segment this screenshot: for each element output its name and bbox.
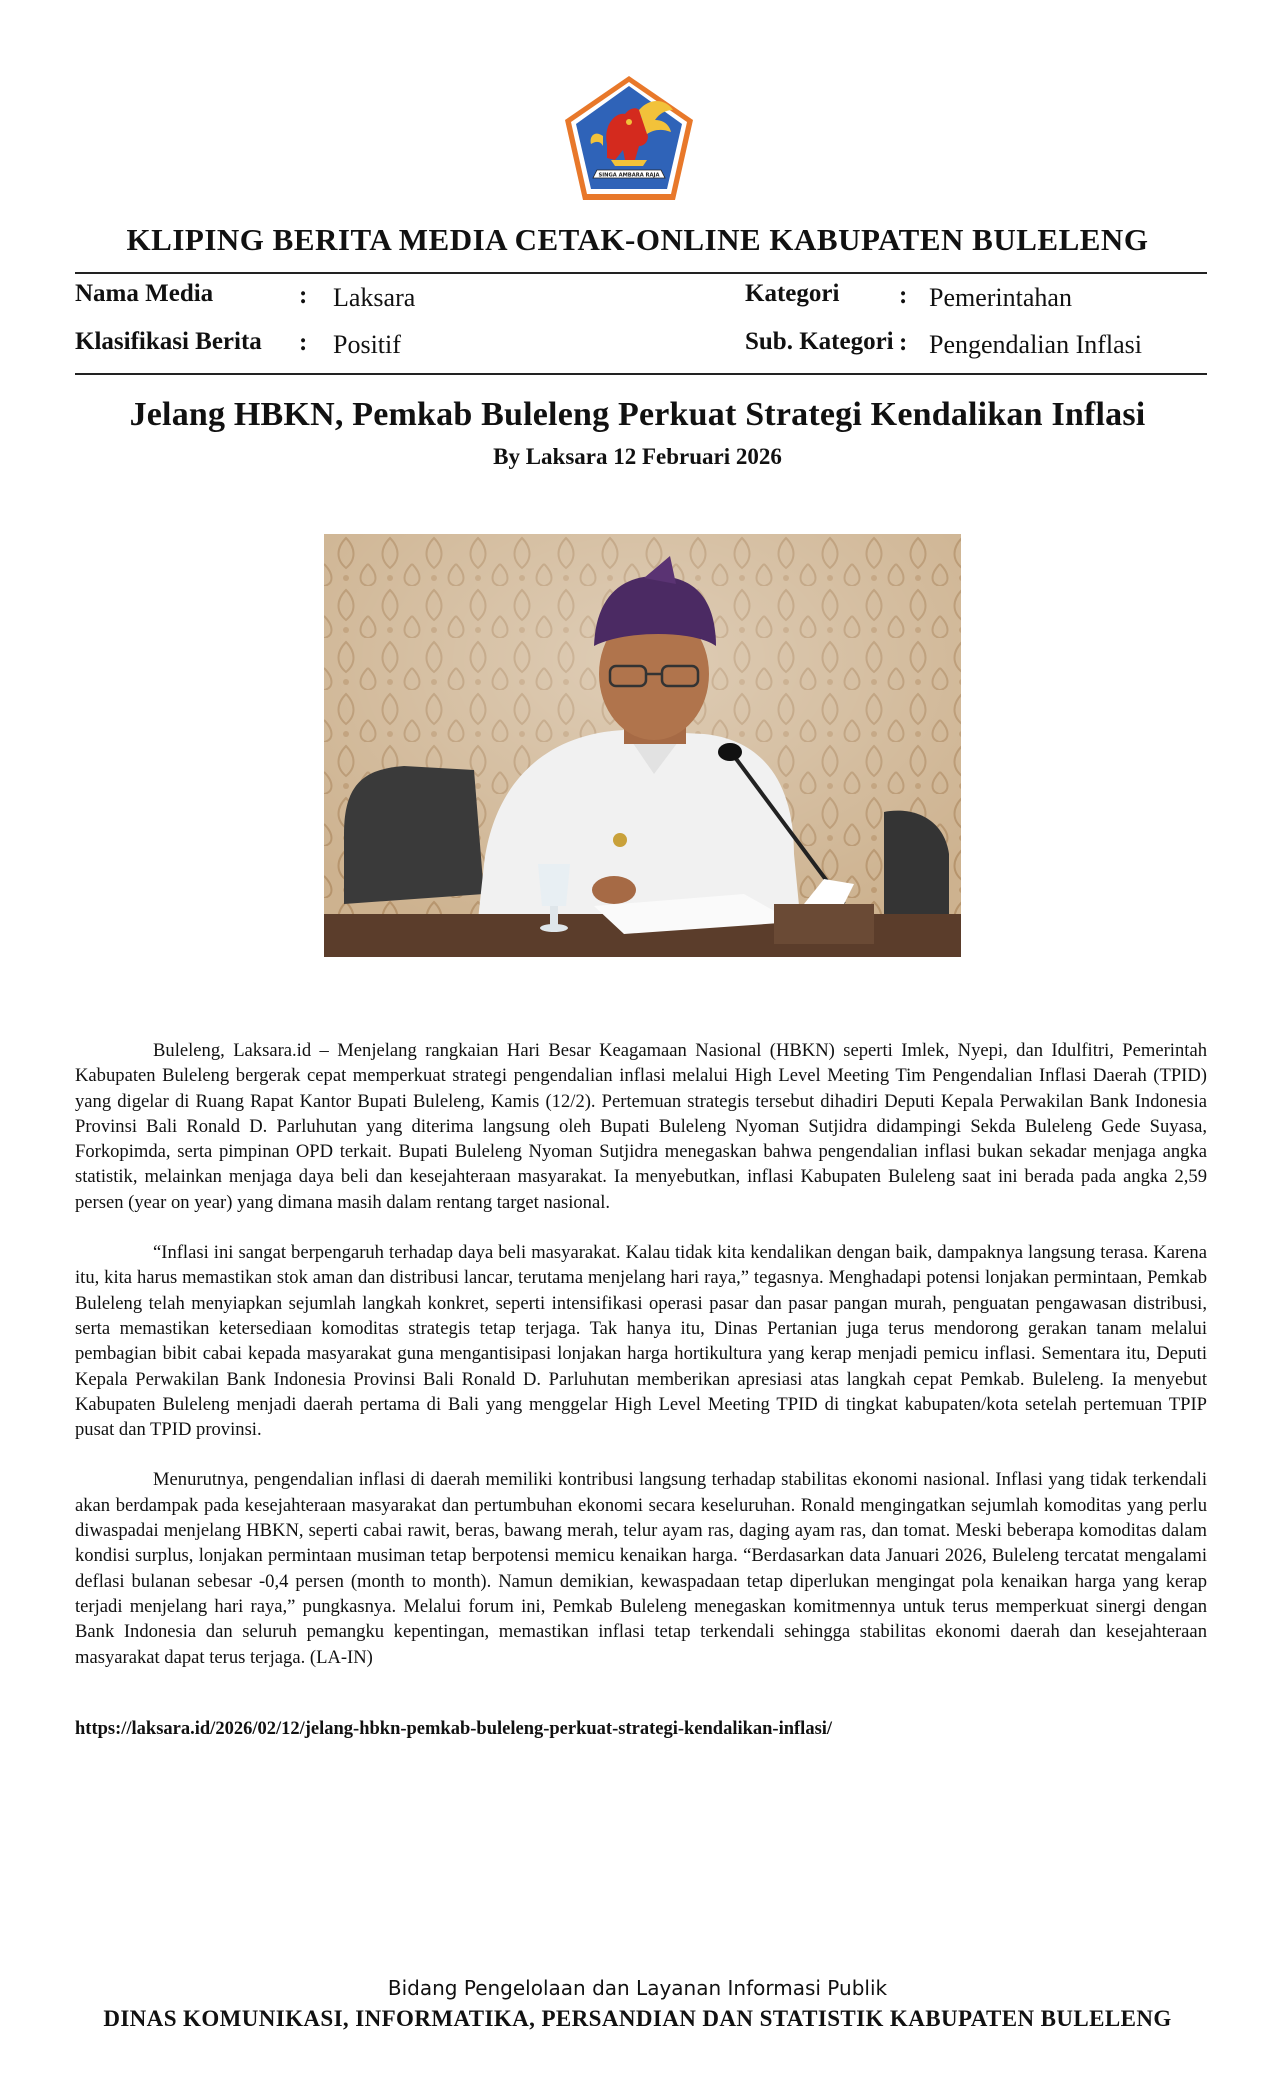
- classification-colon: :: [299, 329, 308, 356]
- media-value: Laksara: [333, 283, 416, 312]
- article-paragraph: Buleleng, Laksara.id – Menjelang rangkaian Hari Besar Keagamaan Nasional (HBKN) seperti Imlek, Nyepi, dan Idulfitri, Pemerintah Kabupaten Buleleng bergerak cepat memperkuat strategi pengendalian inflasi melalui High Level Meeting Tim Pengendalian Inflasi Daerah (TPID) yang digelar di Ruang Rapat Kantor Bupati Buleleng, Kamis (12/2). Pertemuan strategis tersebut dihadiri Deputi Kepala Perwakilan Bank Indonesia Provinsi Bali Ronald D. Parluhutan yang diterima langsung oleh Bupati Buleleng Nyoman Sutjidra didampingi Sekda Buleleng Gede Suyasa, Forkopimda, serta pimpinan OPD terkait. Bupati Buleleng Nyoman Sutjidra menegaskan bahwa pengendalian inflasi bukan sekadar menjaga angka statistik, melainkan menjaga daya beli dan kesejahteraan masyarakat. Ia menyebutkan, inflasi Kabupaten Buleleng saat ini berada pada angka 2,59 persen (year on year) yang dimana masih dalam rentang target nasional.: [75, 1040, 1207, 1213]
- media-colon: :: [299, 282, 308, 309]
- logo-motto: SINGA AMBARA RAJA: [598, 172, 660, 179]
- subcategory-label: Sub. Kategori: [745, 328, 894, 355]
- header-divider-top: [75, 272, 1207, 274]
- article-photo: [324, 534, 961, 957]
- article-paragraph: “Inflasi ini sangat berpengaruh terhadap daya beli masyarakat. Kalau tidak kita kendalikan dengan baik, dampaknya langsung terasa. Karena itu, kita harus memastikan stok aman dan distribusi lancar, terutama menjelang hari raya,” tegasnya. Menghadapi potensi lonjakan permintaan, Pemkab Buleleng telah menyiapkan sejumlah langkah konkret, seperti intensifikasi operasi pasar dan pasar pangan murah, penguatan pengawasan distribusi, serta memastikan ketersediaan komoditas strategis tetap terjaga. Tak hanya itu, Dinas Pertanian juga terus mendorong gerakan tanam melalui pembagian bibit cabai kepada masyarakat guna mengantisipasi lonjakan harga hortikultura yang kerap menjadi pemicu inflasi. Sementara itu, Deputi Kepala Perwakilan Bank Indonesia Provinsi Bali Ronald D. Parluhutan memberikan apresiasi atas langkah cepat Pemkab. Buleleng. Ia menyebut Kabupaten Buleleng menjadi daerah pertama di Bali yang menggelar High Level Meeting TPID di tingkat kabupaten/kota setelah pertemuan TPIP pusat dan TPID provinsi.: [75, 1242, 1207, 1441]
- classification-label: Klasifikasi Berita: [75, 328, 262, 355]
- footer-division: Bidang Pengelolaan dan Layanan Informasi Publik: [387, 1976, 888, 2000]
- article-headline: Jelang HBKN, Pemkab Buleleng Perkuat Strategi Kendalikan Inflasi: [129, 396, 1146, 433]
- category-colon: :: [899, 282, 908, 309]
- article-body: [75, 1038, 1207, 1695]
- source-url[interactable]: https://laksara.id/2026/02/12/jelang-hbkn-pemkab-buleleng-perkuat-strategi-kendalikan-inflasi/: [75, 1719, 833, 1739]
- subcategory-value: Pengendalian Inflasi: [929, 330, 1142, 359]
- category-label: Kategori: [745, 280, 840, 307]
- article-byline: By Laksara 12 Februari 2026: [493, 444, 782, 469]
- document-title: KLIPING BERITA MEDIA CETAK-ONLINE KABUPATEN BULELENG: [126, 222, 1149, 257]
- classification-value: Positif: [333, 330, 401, 359]
- header-divider-bottom: [75, 373, 1207, 375]
- article-paragraph: Menurutnya, pengendalian inflasi di daerah memiliki kontribusi langsung terhadap stabilitas ekonomi nasional. Inflasi yang tidak terkendali akan berdampak pada kesejahteraan masyarakat dan pertumbuhan ekonomi secara keseluruhan. Ronald mengingatkan sejumlah komoditas yang perlu diwaspadai menjelang HBKN, seperti cabai rawit, beras, bawang merah, telur ayam ras, daging ayam ras, dan tomat. Meski beberapa komoditas dalam kondisi surplus, lonjakan permintaan musiman tetap berpotensi memicu kenaikan harga. “Berdasarkan data Januari 2026, Buleleng tercatat mengalami deflasi bulanan sebesar -0,4 persen (month to month). Namun demikian, kewaspadaan tetap diperlukan mengingat pola kenaikan harga yang kerap terjadi menjelang hari raya,” pungkasnya. Melalui forum ini, Pemkab Buleleng menegaskan komitmennya untuk terus memperkuat sinergi dengan Bank Indonesia dan seluruh pemangku kepentingan, memastikan inflasi tetap terkendali sehingga stabilitas ekonomi daerah dan kesejahteraan masyarakat dapat terus terjaga. (LA-IN): [75, 1469, 1207, 1668]
- subcategory-colon: :: [899, 329, 908, 356]
- footer-agency: DINAS KOMUNIKASI, INFORMATIKA, PERSANDIAN DAN STATISTIK KABUPATEN BULELENG: [103, 2006, 1172, 2031]
- category-value: Pemerintahan: [929, 283, 1072, 312]
- media-label: Nama Media: [75, 280, 214, 307]
- buleleng-regency-emblem-icon: [563, 74, 695, 202]
